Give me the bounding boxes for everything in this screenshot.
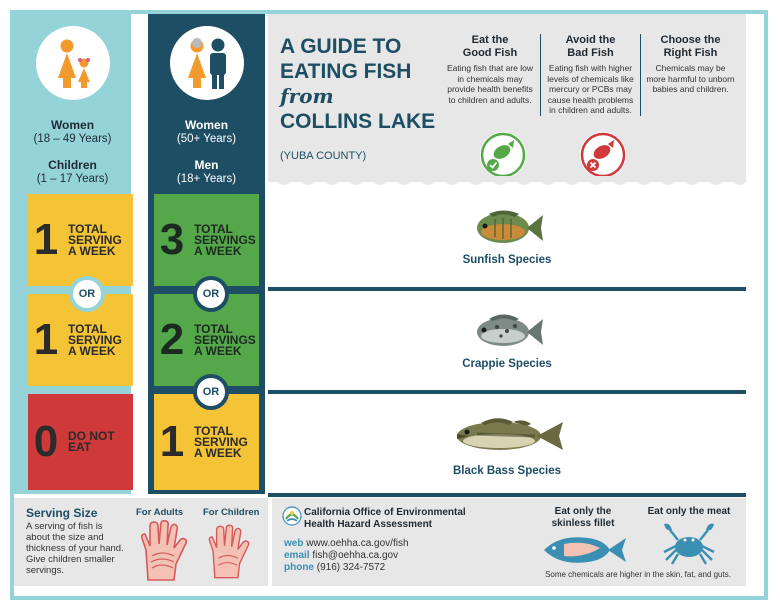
tip-title: Choose the (660, 34, 721, 46)
group-title: Women (184, 118, 229, 132)
crappie-illustration (467, 309, 547, 353)
serving-size-title: Serving Size (26, 506, 98, 520)
group-title: Men (194, 158, 219, 172)
serving-text: DO NOT EAT (68, 429, 115, 454)
serving-text: TOTAL SERVINGS A WEEK (194, 221, 256, 258)
serving-text: TOTAL SERVING A WEEK (68, 221, 122, 258)
good-fish-check-icon (480, 132, 526, 178)
web-link[interactable]: www.oehha.ca.gov/fish (306, 538, 409, 549)
tip-title: Bad Fish (567, 47, 614, 59)
or-badge: OR (69, 276, 105, 312)
fish-row-black-bass (268, 410, 746, 477)
org-name (304, 507, 504, 531)
contact-info (284, 538, 409, 574)
serving-box-bass-women-children (28, 394, 133, 490)
eat-meat-label: Eat only the meat (647, 506, 731, 517)
chemicals-note: Some chemicals are higher in the skin, fat, and guts. (545, 570, 731, 579)
group-age: (18+ Years) (176, 173, 237, 185)
serving-size-text: A serving of fish is about the size and thickness of your hand. Give children smaller servings. (26, 521, 124, 576)
child-hand-icon (206, 524, 252, 580)
county-label: (YUBA COUNTY) (280, 150, 367, 162)
group-title: Women (50, 118, 95, 132)
serving-box-sunfish-women-men (154, 194, 259, 286)
guide-title (280, 34, 450, 134)
title-from: from (280, 84, 334, 108)
tip-title: Good Fish (462, 47, 518, 59)
or-badge: OR (193, 276, 229, 312)
serving-count: 3 (159, 215, 185, 264)
eat-fillet-label (540, 506, 626, 530)
serving-count: 1 (159, 417, 185, 466)
group-header-women-children (14, 14, 131, 194)
header-wave-edge (268, 176, 746, 188)
title-line: COLLINS LAKE (280, 110, 436, 133)
row-divider (268, 493, 746, 497)
tip-body: Eating fish with higher levels of chemicals like mercury or PCBs may cause health problems in children and adults. (547, 63, 634, 115)
eat-fillet-line: Eat only the (554, 506, 612, 517)
org-line: California Office of Environmental (304, 507, 466, 518)
serving-count: 0 (33, 417, 59, 466)
email-link[interactable]: fish@oehha.ca.gov (312, 550, 399, 561)
fish-label: Black Bass Species (452, 465, 562, 477)
tip-title: Avoid the (565, 34, 616, 46)
tip-title: Right Fish (663, 47, 718, 59)
title-line: EATING FISH (280, 60, 412, 83)
phone-label: phone (284, 562, 314, 573)
serving-text: TOTAL SERVINGS A WEEK (194, 321, 256, 358)
tip-bad-fish (540, 34, 640, 116)
web-label: web (284, 538, 304, 549)
tip-body: Chemicals may be more harmful to unborn babies and children. (646, 63, 735, 94)
or-badge: OR (193, 374, 229, 410)
row-divider (268, 390, 746, 394)
serving-size-panel (14, 498, 268, 586)
oehha-logo-icon (282, 506, 302, 526)
fish-row-sunfish (268, 205, 746, 266)
black-bass-illustration (447, 410, 567, 460)
fish-row-crappie (268, 309, 746, 370)
eat-fillet-line: skinless fillet (551, 518, 615, 529)
group-title: Children (48, 158, 97, 172)
serving-count: 1 (33, 315, 59, 364)
fillet-fish-icon (540, 532, 628, 568)
serving-count: 1 (33, 215, 59, 264)
children-label: For Children (203, 507, 260, 518)
serving-count: 2 (159, 315, 185, 364)
serving-text: TOTAL SERVING A WEEK (68, 321, 122, 358)
group-age: (1 – 17 Years) (36, 173, 109, 185)
group-header-women-men (148, 14, 265, 194)
bad-fish-x-icon (580, 132, 626, 178)
guide-header (268, 14, 746, 182)
row-divider (268, 287, 746, 291)
group-age: (18 – 49 Years) (33, 133, 112, 145)
serving-box-sunfish-women-children (28, 194, 133, 286)
adult-hand-icon (138, 520, 190, 582)
tip-body: Eating fish that are low in chemicals may provide health benefits to children and adults. (447, 63, 533, 105)
fish-label: Crappie Species (462, 358, 552, 370)
adults-label: For Adults (136, 507, 184, 518)
serving-text: TOTAL SERVING A WEEK (194, 423, 248, 460)
group-age: (50+ Years) (176, 133, 237, 145)
woman-man-icon (170, 26, 244, 100)
title-line: A GUIDE TO (280, 35, 402, 58)
tip-title: Eat the (471, 34, 509, 46)
crab-icon (656, 520, 722, 566)
email-label: email (284, 550, 310, 561)
tips-row (440, 34, 740, 116)
sunfish-illustration (467, 205, 547, 249)
tip-good-fish (440, 34, 540, 116)
contact-panel (272, 498, 746, 586)
tip-right-fish (640, 34, 740, 116)
org-line: Health Hazard Assessment (304, 519, 433, 530)
fish-label: Sunfish Species (462, 254, 552, 266)
woman-child-icon (36, 26, 110, 100)
phone-number: (916) 324-7572 (316, 562, 386, 573)
